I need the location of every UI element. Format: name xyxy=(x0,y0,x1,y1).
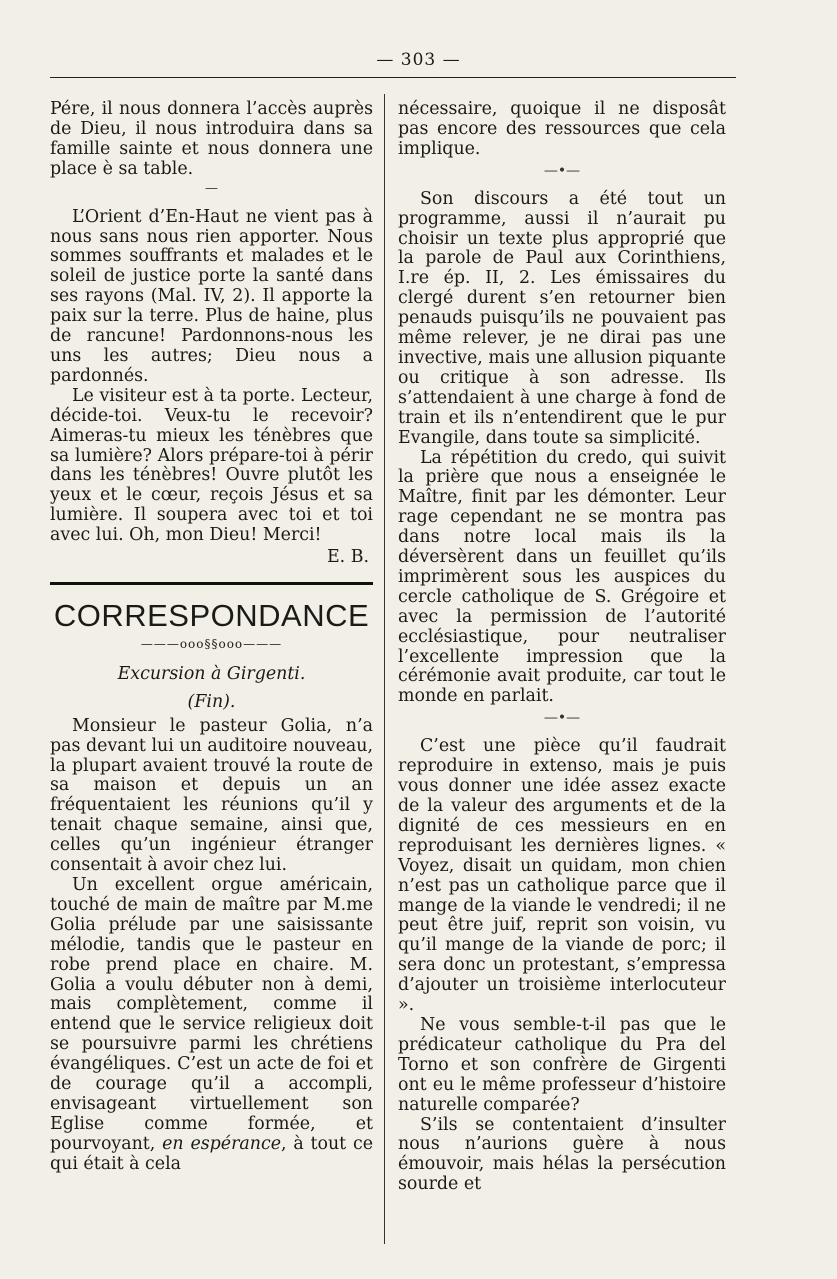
article-subnote: (Fin). xyxy=(187,691,236,712)
title-ornament: ———ooo§§ooo——— xyxy=(140,636,283,651)
header-rule xyxy=(50,77,736,78)
page-number: — 303 — xyxy=(376,50,461,70)
emphasis-en-esperance: en espérance xyxy=(162,1133,281,1154)
left-paragraph-1: Pére, il nous donnera l’accès auprès de Dieu, il nous introduira dans sa famille sainte et nous donnera une place è sa table. xyxy=(50,99,373,179)
article-subtitle: Excursion à Girgenti. xyxy=(117,663,306,684)
right-paragraph-5: Ne vous semble-t-il pas que le prédicateur catholique du Pra del Torno et son confrère de Girgenti ont eu le même professeur d’histoire naturelle comparée? xyxy=(398,1014,726,1115)
left-paragraph-3: Le visiteur est à ta porte. Lecteur, décide-toi. Veux-tu le recevoir? Aimeras-tu mieux les ténèbres que sa lumière? Alors prépare-toi à périr dans les ténèbres! Ouvre plutôt les yeux et le cœur, reçois Jésus et sa lumière. Il soupera avec toi et toi avec lui. Oh, mon Dieu! Merci! xyxy=(50,385,373,546)
section-title: CORRESPONDANCE xyxy=(53,597,370,633)
ornament-dash: — xyxy=(205,180,218,196)
column-divider xyxy=(384,94,385,1244)
right-paragraph-3: La répétition du credo, qui suivit la prière que nous a enseignée le Maître, finit par les démonter. Leur rage cependant ne se montra pas dans notre local mais ils la déversèrent dans un feuillet qu’ils imprimèrent sous les auspices du cercle catholique de S. Grégoire et avec la permission de l’autorité ecclésiastique, pour neutraliser l’excellente impression que la cérémonie avait produite, car tout le monde en parlait. xyxy=(398,447,726,707)
left-paragraph-4: Monsieur le pasteur Golia, n’a pas devant lui un auditoire nouveau, la plupart avaient trouvé la route de sa maison et depuis un an fréquentaient les réunions qu’il y tenait chaque semaine, ainsi que, celles qu’un ingénieur étranger consentait à avoir chez lui. xyxy=(50,715,373,876)
left-paragraph-2: L’Orient d’En-Haut ne vient pas à nous sans nous rien apporter. Nous sommes souffrants et malades et le soleil de justice porte la santé dans ses rayons (Mal. IV, 2). Il apporte la paix sur la terre. Plus de haine, plus de rancune! Pardonnons-nous les uns les autres; Dieu nous a pardonnés. xyxy=(50,206,373,386)
right-paragraph-6: S’ils se contentaient d’insulter nous n’aurions guère à nous émouvoir, mais hélas la persécution sourde et xyxy=(398,1114,726,1195)
ornament-arrow-1: —•— xyxy=(543,162,581,179)
signature: E. B. xyxy=(326,547,369,568)
paragraph-5-text: Un excellent orgue américain, touché de main de maître par M.me Golia prélude par une saisissante mélodie, tandis que le pasteur en robe prend place en chaire. M. Golia a voulu débuter non à demi, mais complètement, comme il entend que le service religieux doit se poursuivre parmi les chrétiens évangéliques. C’est un acte de foi et de courage qu’il a accompli, envisageant virtuellement son Eglise comme formée, et pourvoyant, xyxy=(50,875,373,1154)
right-paragraph-1: nécessaire, quoique il ne disposât pas encore des ressources que cela implique. xyxy=(398,99,726,159)
right-paragraph-4: C’est une pièce qu’il faudrait reproduire in extenso, mais je puis vous donner une idée assez exacte de la valeur des arguments et de la dignité de ces messieurs en en reproduisant les dernières lignes. « Voyez, disait un quidam, mon chien n’est pas un catholique parce que il mange de la viande le vendredi; il ne peut être juif, reprit son voisin, vu qu’il mange de la viande de porc; il sera donc un protestant, s’empressa d’ajouter un troisième interlocuteur ». xyxy=(398,736,726,1016)
ornament-arrow-2: —•— xyxy=(543,710,581,727)
section-rule xyxy=(50,582,373,585)
right-paragraph-2: Son discours a été tout un programme, aussi il n’aurait pu choisir un texte plus approprié que la parole de Paul aux Corinthiens, I.re ép. II, 2. Les émissaires du clergé durent s’en retourner bien penauds puisqu’ils ne pouvaient pas même relever, je ne dirai pas une invective, mais une allusion piquante ou critique à son adresse. Ils s’attendaient à une charge à fond de train et ils n’entendirent que le pur Evangile, dans toute sa simplicité. xyxy=(398,188,726,448)
left-paragraph-5 xyxy=(50,876,373,1175)
left-column xyxy=(50,100,373,1175)
right-column xyxy=(398,100,726,1195)
paragraph-5-tail: , à tout ce qui était à cela xyxy=(50,1133,373,1174)
